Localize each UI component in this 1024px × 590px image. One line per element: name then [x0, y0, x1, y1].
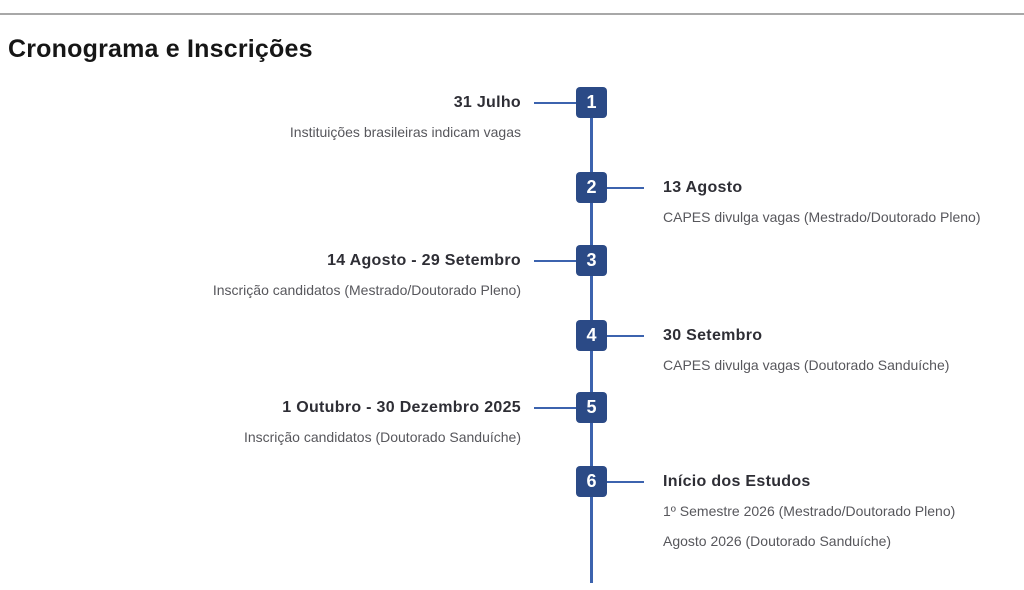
event-description: CAPES divulga vagas (Mestrado/Doutorado Pleno) [663, 209, 981, 225]
timeline-node-6 [576, 466, 607, 497]
event-description: Inscrição candidatos (Mestrado/Doutorado Pleno) [212, 282, 521, 298]
event-date: 14 Agosto - 29 Setembro [327, 252, 521, 269]
timeline-node-number: 5 [586, 397, 597, 417]
event-description: CAPES divulga vagas (Doutorado Sanduíche) [663, 357, 950, 373]
timeline-node-number: 3 [586, 250, 597, 270]
event-description: Inscrição candidatos (Doutorado Sanduíche) [243, 429, 521, 445]
timeline-node-2 [576, 172, 607, 203]
event-text [0, 250, 521, 299]
timeline-node-4 [576, 320, 607, 351]
timeline-node-number: 6 [586, 471, 597, 491]
event-date: 13 Agosto [663, 179, 743, 196]
timeline-node-5 [576, 392, 607, 423]
connector-line [534, 260, 576, 263]
connector-line [607, 335, 644, 338]
timeline-node-number: 2 [586, 177, 597, 197]
timeline-node-1 [576, 87, 607, 118]
event-text [663, 325, 1024, 374]
event-date: 1 Outubro - 30 Dezembro 2025 [282, 399, 521, 416]
event-date: Início dos Estudos [663, 473, 811, 490]
connector-line [607, 481, 644, 484]
event-text [663, 177, 1024, 226]
event-date: 31 Julho [453, 94, 521, 111]
event-date: 30 Setembro [663, 327, 763, 344]
connector-line [534, 407, 576, 410]
connector-line [607, 187, 644, 190]
event-description: 1º Semestre 2026 (Mestrado/Doutorado Pleno) [663, 503, 956, 519]
event-text [663, 471, 1024, 550]
page-title: Cronograma e Inscrições [8, 35, 313, 63]
timeline-node-number: 1 [586, 92, 597, 112]
event-text [0, 92, 521, 141]
event-description: Instituições brasileiras indicam vagas [289, 124, 521, 140]
connector-line [534, 102, 576, 105]
timeline-node-3 [576, 245, 607, 276]
timeline-node-number: 4 [586, 325, 597, 345]
event-text [0, 397, 521, 446]
event-description: Agosto 2026 (Doutorado Sanduíche) [663, 533, 892, 549]
